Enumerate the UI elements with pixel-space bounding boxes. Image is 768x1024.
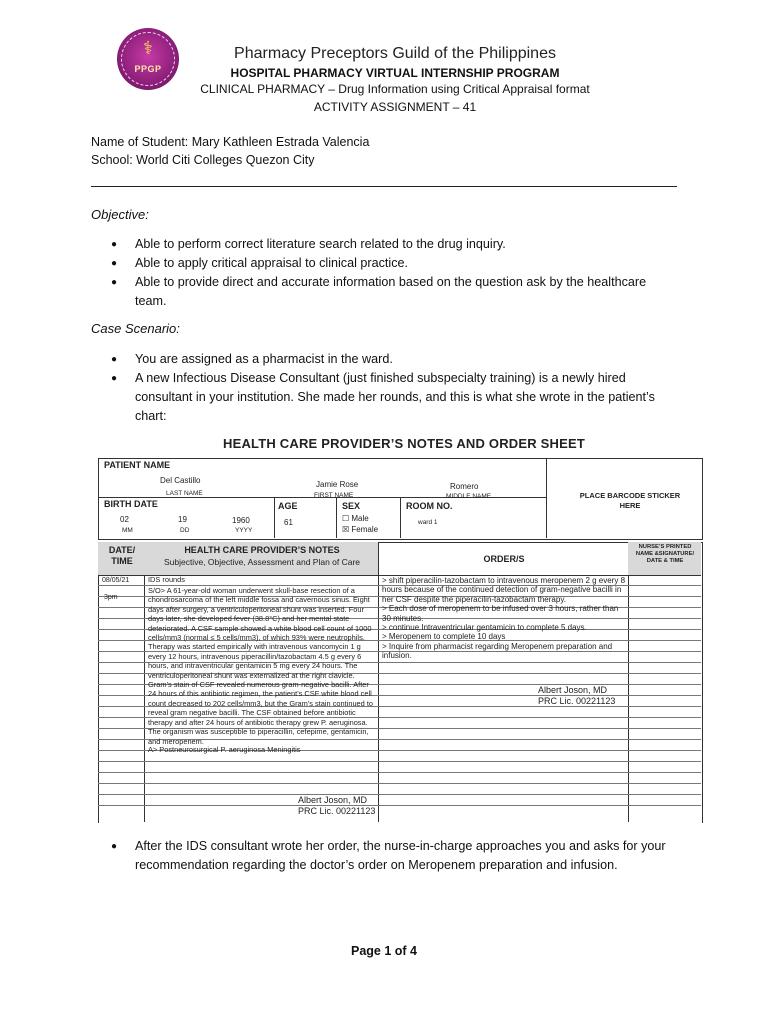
divider (98, 794, 701, 795)
divider (144, 542, 145, 822)
case-heading: Case Scenario: (91, 321, 180, 336)
orders-list (382, 576, 626, 661)
room-label: ROOM NO. (406, 501, 453, 511)
sex-label: SEX (342, 501, 361, 511)
list-item: ● Able to provide direct and accurate information based on the question ask by the healthcare team. (91, 273, 681, 311)
orders-header: ORDER/S (483, 554, 525, 564)
case-list (91, 350, 681, 426)
caduceus-icon: ⚕ (143, 38, 153, 59)
order-item: > Each dose of meropenem to be infused over 3 hours, rather than 30 minutes. (382, 604, 619, 623)
order-item: > Inquire from pharmacist regarding Meropenem preparation and infusion. (382, 641, 613, 661)
first-name-label: FIRST NAME (314, 492, 354, 499)
objective-list (91, 235, 681, 311)
divider (91, 186, 677, 187)
order-item: > Meropenem to complete 10 days (382, 632, 506, 642)
age-value: 61 (284, 518, 293, 527)
last-name-value: Del Castillo (160, 476, 201, 485)
notes-first-line: IDS rounds (148, 575, 185, 584)
divider (98, 772, 701, 773)
page-number: Page 1 of 4 (351, 944, 417, 958)
student-name: Name of Student: Mary Kathleen Estrada Valencia (91, 135, 370, 149)
mm-label: MM (122, 527, 133, 534)
divider (98, 761, 701, 762)
divider (400, 497, 401, 538)
list-item: ● You are assigned as a pharmacist in the ward. (91, 350, 681, 369)
notes-signature-name: Albert Joson, MD (298, 795, 368, 805)
logo-text: PPGP (134, 64, 162, 74)
yyyy-label: YYYY (235, 527, 253, 534)
age-label: AGE (278, 501, 298, 511)
first-name-value: Jamie Rose (316, 480, 359, 489)
notes-header: HEALTH CARE PROVIDER’S NOTES (184, 545, 340, 555)
notes-assessment: A> Postneurosurgical P. aeruginosa Meningitis (148, 745, 301, 754)
middle-name-value: Romero (450, 482, 479, 491)
subtitle: CLINICAL PHARMACY – Drug Information using Critical Appraisal format (200, 82, 590, 96)
logo-ring (121, 32, 175, 86)
sex-male: ☐ Male (342, 514, 369, 523)
order-sheet (98, 428, 701, 822)
birth-day: 19 (178, 515, 187, 524)
notes-body: S/O> A 61-year-old woman underwent skull-base resection of a chondrosarcoma of the left middle fossa and cavernous sinus. Eight days after surgery, a ventriculoperitoneal shunt was inserted. Four days later, she developed fever (38.8°C) and her mental state deteriorated. A CSF sample showed a white blood cell count of 1000 cells/mm3 (normal ≤ 5 cells/mm3), of which 93% were neutrophils. Therapy was started empirically with intravenous vancomycin 1 g every 12 hours, intravenous piperacillin/tazobactam 4.5 g every 6 hours, and intraventricular gentamicin 5 mg every 24 hours. The ventriculoperitoneal shunt was externalized at the right clavicle. Gram’s stain of CSF revealed numerous gram-negative bacilli. After 24 hours of this antibiotic regimen, the patient’s CSF white blood cell count decreased to 202 cells/mm3, but the Gram’s stain continued to reveal gram negative bacilli. The CSF obtained before antibiotic therapy and after 24 hours of antibiotic therapy grew P. aeruginosa. The organism was susceptible to piperacillin, cefepime, gentamicin, and meropenem. (148, 586, 373, 746)
order-signature-license: PRC Lic. 00221123 (538, 696, 616, 706)
divider (274, 497, 275, 538)
order-item: > continue Intraventricular gentamicin to complete 5 days. (382, 623, 587, 633)
after-list (91, 837, 681, 875)
dd-label: DD (180, 527, 190, 534)
last-name-label: LAST NAME (166, 490, 203, 497)
student-school: School: World Citi Colleges Quezon City (91, 153, 315, 167)
list-item: ● Able to apply critical appraisal to clinical practice. (91, 254, 681, 273)
list-item: ● After the IDS consultant wrote her order, the nurse-in-charge approaches you and asks for your recommendation regarding the doctor’s order on Meropenem preparation and infusion. (91, 837, 681, 875)
birth-date-label: BIRTH DATE (104, 499, 158, 509)
room-value: ward 1 (418, 519, 438, 526)
divider (336, 497, 337, 538)
assignment-title: ACTIVITY ASSIGNMENT – 41 (313, 100, 477, 114)
date-time-header: DATE/ TIME (108, 545, 136, 566)
list-item: ● A new Infectious Disease Consultant (just finished subspecialty training) is a newly hired consultant in your institution. She made her rounds, and this is what she wrote in the patient’s chart: (91, 369, 681, 426)
divider (378, 542, 379, 822)
notes-signature-license: PRC Lic. 00221123 (298, 806, 376, 816)
divider (98, 805, 701, 806)
note-date: 08/05/21 (102, 577, 130, 584)
birth-month: 02 (120, 515, 129, 524)
divider (546, 458, 547, 538)
program-title: HOSPITAL PHARMACY VIRTUAL INTERNSHIP PROGRAM (230, 66, 560, 80)
list-item: ● Able to perform correct literature search related to the drug inquiry. (91, 235, 681, 254)
nurse-header: NURSE’S PRINTED NAME &SIGNATURE/ DATE & TIME (635, 544, 695, 564)
birth-year: 1960 (232, 516, 250, 525)
divider (628, 542, 629, 822)
order-item: > shift piperacilin-tazobactam to intravenous meropenem 2 g every 8 hours because of the continued detection of gram-negative bacilli in her CSF despite the piperacilin-tazobactam therapy. (382, 576, 626, 604)
sex-female: ☒ Female (342, 525, 379, 534)
barcode-placeholder: PLACE BARCODE STICKER HERE (579, 491, 681, 510)
objective-heading: Objective: (91, 207, 149, 222)
order-sheet-title: HEALTH CARE PROVIDER’S NOTES AND ORDER SHEET (223, 436, 585, 451)
ppgp-logo (117, 28, 179, 90)
divider (98, 783, 701, 784)
middle-name-label: MIDDLE NAME (446, 493, 492, 500)
patient-name-label: PATIENT NAME (104, 460, 171, 470)
notes-subheader: Subjective, Objective, Assessment and Plan of Care (163, 557, 361, 567)
org-name: Pharmacy Preceptors Guild of the Philippines (234, 45, 556, 62)
order-signature-name: Albert Joson, MD (538, 685, 608, 695)
note-time: 3pm (104, 594, 118, 601)
